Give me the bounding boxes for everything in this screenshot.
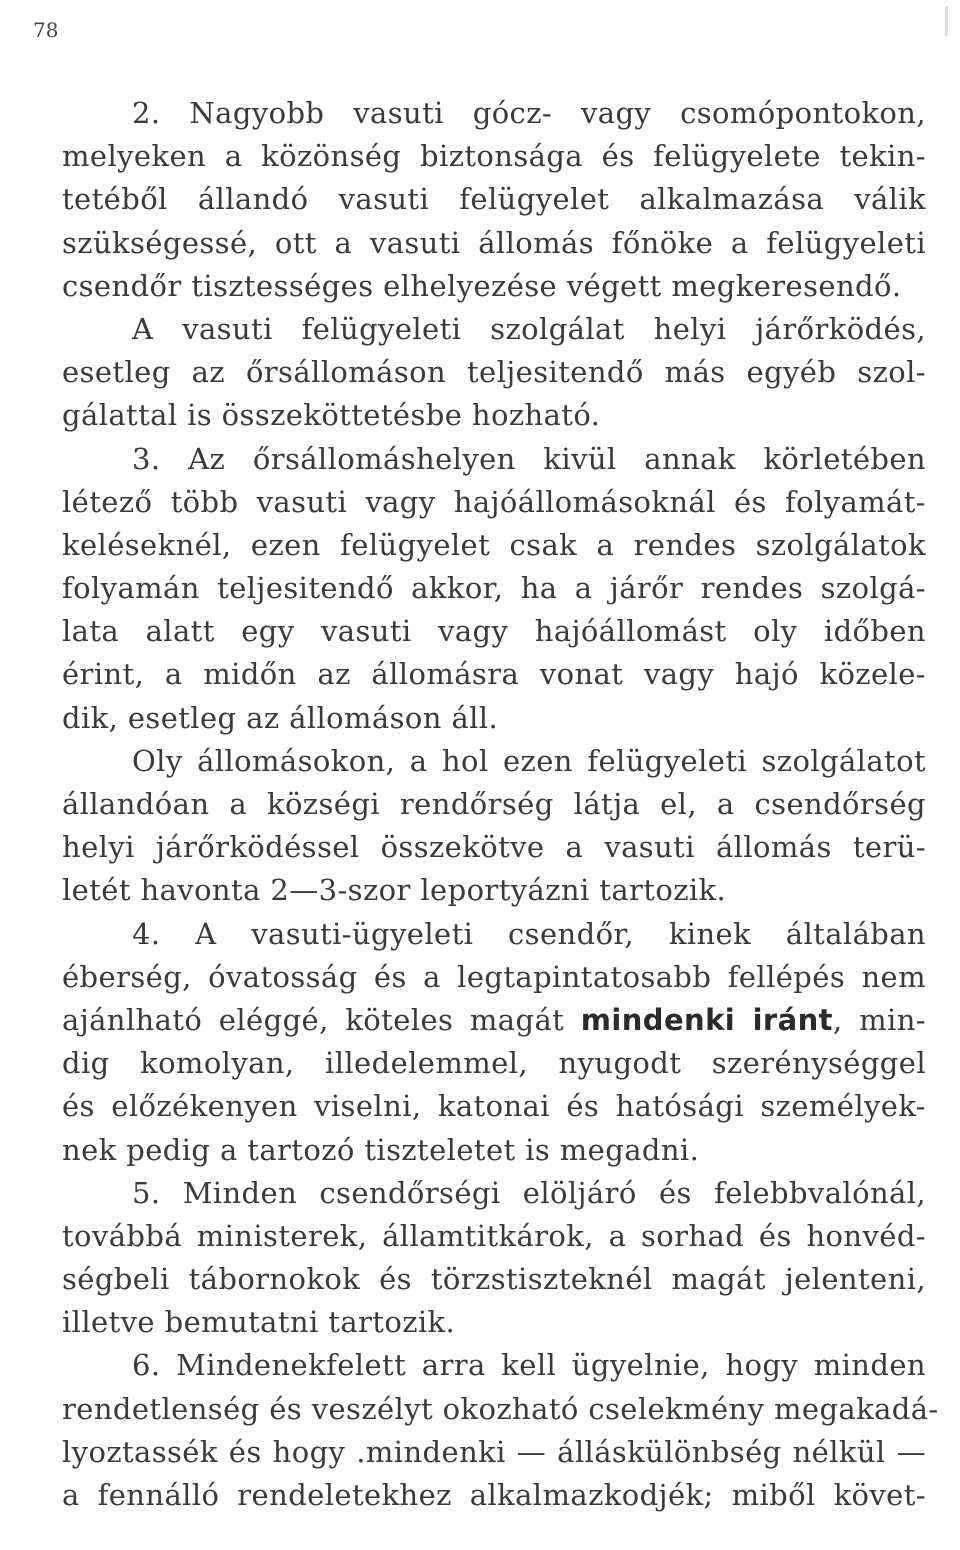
paragraph-first-line: 5. Minden csendőrségi elöljáró és felebbvalónál, (132, 1175, 926, 1210)
text-line: lyoztassék és hogy .mindenki — álláskülönbség nélkül — (62, 1434, 926, 1469)
text-line: melyeken a közönség biztonsága és felügyelete tekin- (62, 139, 926, 174)
text-line: dig komolyan, illedelemmel, nyugodt szerénységgel (62, 1046, 926, 1081)
text-segment: ajánlható eléggé, köteles magát (62, 1002, 581, 1037)
text-line: lata alatt egy vasuti vagy hajóállomást oly időben (62, 614, 926, 649)
text-line: létező több vasuti vagy hajóállomásoknál és folyamát- (62, 484, 926, 519)
text-line: illetve bemutatni tartozik. (62, 1305, 456, 1340)
page-text-body (62, 92, 939, 1517)
text-line: a fennálló rendeletekhez alkalmazkodjék; miből követ- (62, 1478, 926, 1512)
text-line: állandóan a községi rendőrség látja el, a csendőrség (62, 787, 926, 821)
paragraph-first-line: 3. Az őrsállomáshelyen kivül annak körletében (132, 441, 926, 476)
text-line: keléseknél, ezen felügyelet csak a rendes szolgálatok (62, 527, 926, 562)
text-segment: , min- (832, 1002, 926, 1037)
text-line: csendőr tisztességes elhelyezése végett megkeresendő. (62, 268, 902, 303)
text-line: gálattal is összeköttetésbe hozható. (62, 398, 601, 433)
paragraph-first-line: 4. A vasuti-ügyeleti csendőr, kinek általában (132, 916, 926, 951)
text-line: nek pedig a tartozó tiszteletet is megadni. (62, 1132, 700, 1167)
text-line: tetéből állandó vasuti felügyelet alkalmazása válik (62, 182, 926, 217)
page-number: 78 (33, 18, 59, 42)
text-line: továbbá ministerek, államtitkárok, a sorhad és honvéd- (62, 1218, 926, 1253)
scan-edge-mark (945, 6, 948, 36)
emphasized-text: mindenki iránt (580, 1002, 833, 1037)
paragraph-first-line: 2. Nagyobb vasuti gócz- vagy csomópontokon, (132, 96, 926, 130)
text-line: esetleg az őrsállomáson teljesitendő más egyéb szol- (62, 355, 926, 390)
paragraph-first-line: 6. Mindenekfelett arra kell ügyelnie, hogy minden (132, 1348, 926, 1383)
text-line: érint, a midőn az állomásra vonat vagy hajó közele- (62, 657, 926, 692)
text-line: szükségessé, ott a vasuti állomás főnöke a felügyeleti (62, 225, 926, 260)
text-line: helyi járőrködéssel összekötve a vasuti állomás terü- (62, 830, 926, 865)
text-line: ségbeli tábornokok és törzstiszteknél magát jelenteni, (62, 1262, 926, 1297)
paragraph-first-line: Oly állomásokon, a hol ezen felügyeleti szolgálatot (132, 743, 926, 778)
text-line (62, 999, 926, 1042)
text-line: dik, esetleg az állomáson áll. (62, 700, 499, 735)
text-line: és előzékenyen viselni, katonai és hatósági személyek- (62, 1089, 926, 1124)
text-line: folyamán teljesitendő akkor, ha a járőr rendes szolgá- (62, 571, 926, 606)
paragraph-first-line: A vasuti felügyeleti szolgálat helyi járőrködés, (132, 311, 926, 346)
text-line: letét havonta 2—3-szor leportyázni tartozik. (62, 873, 727, 908)
text-line: rendetlenség és veszélyt okozható cselekmény megakadá- (62, 1391, 939, 1426)
text-line: éberség, óvatosság és a legtapintatosabb fellépés nem (62, 959, 926, 994)
